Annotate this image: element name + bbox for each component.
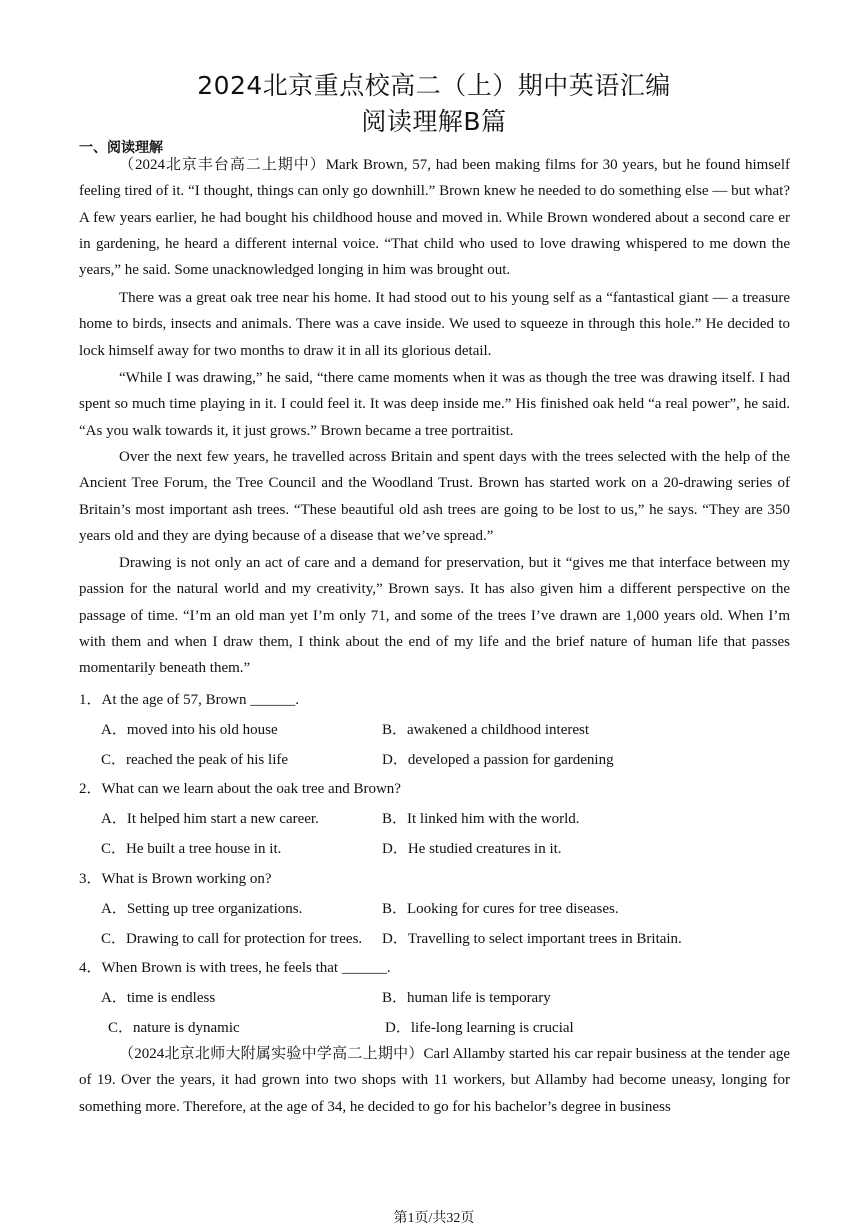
option-d: D．He studied creatures in it. <box>382 841 562 857</box>
option-a: A．It helped him start a new career. <box>101 811 319 827</box>
option-a: A．Setting up tree organizations. <box>101 901 303 917</box>
option-d: D．life-long learning is crucial <box>385 1020 574 1036</box>
document-title: 2024北京重点校高二（上）期中英语汇编 <box>197 71 671 100</box>
option-c: C．Drawing to call for protection for trees. <box>101 931 363 947</box>
option-a: A．moved into his old house <box>101 722 278 738</box>
option-b: B．awakened a childhood interest <box>382 722 590 738</box>
passage-paragraph: Over the next few years, he travelled across Britain and spent days with the trees selected with the help of the Ancient Tree Forum, the Tree Council and the Woodland Trust. Brown has started work on a 20-drawing series of Britain’s most important ash trees. “These beautiful old ash trees are going to be lost to us,” he says. “They are 350 years old and they are dying because of a disease that we’ve spread.” <box>79 449 790 544</box>
option-b: B．Looking for cures for tree diseases. <box>382 901 619 917</box>
document-subtitle: 阅读理解B篇 <box>361 107 507 136</box>
question-stem: 1．At the age of 57, Brown ______. <box>79 692 299 708</box>
option-b: B．It linked him with the world. <box>382 811 580 827</box>
page-number: 第1页/共32页 <box>393 1211 475 1226</box>
option-c: C．He built a tree house in it. <box>101 841 282 857</box>
option-a: A．time is endless <box>101 990 216 1006</box>
passage-paragraph: （2024北京丰台高二上期中）Mark Brown, 57, had been making films for 30 years, but he found himself feeling tired of it. “I thought, things can only go downhill.” Brown knew he needed to do something else — but what? A few years earlier, he had bought his childhood house and moved in. While Brown wondered about a second care er in gardening, he heard a different internal voice. “That child who used to love drawing whispered to me down the years,” he said. Some unacknowledged longing in him was brought out. <box>79 157 790 279</box>
question-stem: 2．What can we learn about the oak tree and Brown? <box>79 781 401 797</box>
section-heading: 一、阅读理解 <box>79 140 163 156</box>
option-d: D．Travelling to select important trees in Britain. <box>382 931 682 947</box>
question-stem: 4．When Brown is with trees, he feels that ______. <box>79 960 391 976</box>
passage-paragraph: Drawing is not only an act of care and a demand for preservation, but it “gives me that interface between my passion for the natural world and my creativity,” Brown says. It has also given him a different perspective on the passage of time. “I’m an old man yet I’m only 71, and some of the trees I’ve drawn are 1,000 years old. When I’m with them and when I draw them, I think about the end of my life and the brief nature of human life that passes momentarily beneath them.” <box>79 555 790 677</box>
option-c: C．reached the peak of his life <box>101 752 289 768</box>
passage-paragraph: “While I was drawing,” he said, “there came moments when it was as though the tree was drawing itself. I had spent so much time playing in it. I could feel it. It was deep inside me.” His finished oak held “a real power”, he said. “As you walk towards it, it just grows.” Brown became a tree portraitist. <box>79 370 790 439</box>
option-d: D．developed a passion for gardening <box>382 752 614 768</box>
question-stem: 3．What is Brown working on? <box>79 871 272 887</box>
passage-paragraph: （2024北京北师大附属实验中学高二上期中）Carl Allamby started his car repair business at the tender age of 19. Over the years, it had grown into two shops with 11 workers, but Allamby had become uneasy, longing for something more. Therefore, at the age of 34, he decided to go for his bachelor’s degree in business <box>79 1046 790 1115</box>
option-c: C．nature is dynamic <box>108 1020 240 1036</box>
passage-paragraph: There was a great oak tree near his home. It had stood out to his young self as a “fantastical giant — a treasure home to birds, insects and animals. There was a cave inside. We used to squeeze in through this hole.” He decided to lock himself away for two months to draw it in all its glorious detail. <box>79 290 790 359</box>
option-b: B．human life is temporary <box>382 990 551 1006</box>
